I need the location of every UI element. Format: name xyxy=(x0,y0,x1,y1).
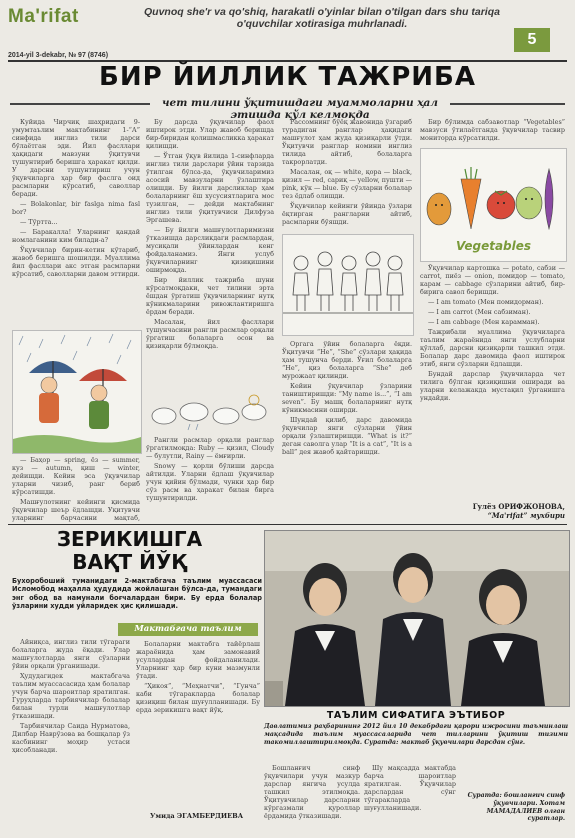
article1-signature-name: Гулёз ОРИФЖОНОВА, xyxy=(472,502,565,511)
paragraph: Ўқувчилар кейинги ўйинда ўзлари ёқтирган рангларни айтиб, расмларни бўяшди. xyxy=(282,202,412,226)
paragraph: — I am cabbage (Мен карамман). xyxy=(428,318,540,326)
paragraph: Оргага ўйин болаларга ёқди. Ўқитувчи “Не”, “She” сўзлари ҳақида ҳам тушунча берди. Ўғил болаларга “Не”, қиз болаларга “She” деб мурожаат қилинди. xyxy=(282,340,412,380)
paragraph: — Ўтган ўқув йилида 1-синфларда инглиз тили дарслари ўйин тарзида ўтилган бўлса-да, ўқувчиларимиз асосий мавзуларни ўзлаштира олишди. Бу йилги дарсликлар ҳам болаларнинг ёш хусусиятларига мос тузилган, — дейди мактабнинг инглиз тили ўқитувчиси Дилфуза Эргашева. xyxy=(146,152,274,224)
paragraph: Кейин ўқувчилар ўзларини таништиришди: “My name is...”, “I am seven”. Бу машқ болаларнинг нутқ кўникмасини оширди. xyxy=(282,382,412,414)
article1-headline: БИР ЙИЛЛИК ТАЖРИБА xyxy=(99,62,476,92)
article2-column-1 xyxy=(12,638,130,824)
article2-intro: Бухоробоший туманидаги 2-мактабгача таълим муассасаси Исломобод маҳалла ҳудудида жойлашган бўлса-да, тумандаги энг обод ва намунали боғчалардан бири. Бу ерда болалар ўзларини худди уйларидек ҳис қилишади. xyxy=(12,577,262,611)
issue-date: 2014-yil 3-dekabr, № 97 (8746) xyxy=(8,52,109,59)
students-photo-drawing xyxy=(265,531,569,706)
paragraph: Бир йиллик тажриба шуни кўрсатмоқдаки, чет тилини эрта ёшдан ўргатиш ўқувчиларнинг нутқ кўникмаларини ривожлантиришга ёрдам беради. xyxy=(146,276,274,316)
article2-headline-line2: ВАҚТ ЙЎҚ xyxy=(72,550,187,574)
sub-rule-right xyxy=(450,103,565,105)
paragraph: — I am carrot (Мен сабзиман). xyxy=(428,308,531,316)
article2-column-2 xyxy=(136,640,260,810)
vegetables-illustration xyxy=(420,148,567,262)
paragraph: — I am tomato (Мен помидорман). xyxy=(428,298,544,306)
article1-column-2 xyxy=(146,118,274,388)
paragraph: Тарбиячилар Саида Нурматова, Дилбар Наврўзова ва бошқалар ўз касбининг моҳир устаси ҳисобланади. xyxy=(12,722,130,754)
paragraph: Рангли расмлар орқали ранглар ўргатилмоқда: Ruby — қизил, Cloudy — булутли, Rainy — ёмғирли. xyxy=(146,436,274,460)
article2-author: Умида ЭГАМБЕРДИЕВА xyxy=(150,812,244,820)
page-number-badge: 5 xyxy=(514,28,550,52)
article1-signature-role: “Ma'rifat” мухбири xyxy=(487,511,565,520)
paragraph: Бундай дарслар ўқувчиларда чет тилига бўлган қизиқишни оширади ва уларни келажакда мустақил ўрганишга ундайди. xyxy=(420,370,565,402)
vegetables-label: Vegetables xyxy=(455,239,532,253)
photo-article-caption: Давлатимиз раҳбарининг 2012 йил 10 декабрдаги қарори ижросини таъминлаш мақсадида таълим муассасаларида чет тилларини ўқитиш тизими такомиллаштирилмоқда. Суратда: мактаб ўқувчилари дарсдан сўнг. xyxy=(264,723,568,746)
photo-article-title: ТАЪЛИМ СИФАТИГА ЭЪТИБОР xyxy=(326,710,506,721)
masthead xyxy=(0,0,575,60)
article2-rubric: Мактабгача таълим xyxy=(118,623,258,636)
article1-column-1 xyxy=(12,118,140,330)
paragraph: Шу мақсадда мактабда барча шароитлар яратилган. Ўқувчилар дарслардан сўнг тўгаракларда шуғулланишади. xyxy=(364,764,456,812)
paragraph: — Баракалла! Уларнинг қандай номлаганини ким билади-а? xyxy=(12,228,140,244)
paragraph: Масалан, йил фасллари тушунчасини рангли расмлар орқали ўргатиш болаларга осон ва қизиқарли бўлмоқда. xyxy=(146,318,274,350)
weather-clouds-illustration xyxy=(150,390,268,432)
paragraph: — Bolakonlar, bir faslga nima fasl bor? xyxy=(12,200,140,216)
students-photo xyxy=(264,530,570,707)
article1-column-4b xyxy=(420,264,565,500)
paragraph: “Ҳикоя”, “Меҳнатчи”, “Гунча” каби тўгаракларда болалар қизиқиш билан шуғулланишади. Бу ерда зерикишга вақт йўқ. xyxy=(136,682,260,714)
rain-children-drawing xyxy=(13,331,141,453)
paragraph: Шундай қилиб, дарс давомида ўқувчилар янги сўзларни ўйин орқали ўзлаштиришди. “What is it?” деган саволга улар “It is a cat”, “It is a ball” дея жавоб қайтаришди. xyxy=(282,416,412,456)
article1-column-3 xyxy=(282,118,412,232)
paragraph: Ўқувчилар картошка — potato, сабзи — carrot, пиёз — onion, помидор — tomato, карам — cabbage сўзларини айтиб, бир-бирига савол беришди. xyxy=(420,264,565,296)
photo-article-column-1 xyxy=(264,764,360,830)
paragraph: — Баҳор — spring, ёз — summer, куз — autumn, қиш — winter, дейишди. Кейин эса ўқувчилар уларни чизиб, ранг бериб кўрсатишди. xyxy=(12,456,140,496)
paragraph: Рассомнинг бўёқ жавонида ўзгариб турадиган ранглар ҳақидаги машғулот ҳам жуда қизиқарли ўтди. Ўқитувчи ранглар номини инглиз тилида айтиб, болаларга такрорлатди. xyxy=(282,118,412,166)
photo-credit: Суратда: бошланғич синф ўқувчилари. Хотам МАМАДАЛИЕВ олган суратлар. xyxy=(467,792,565,823)
paragraph: Бир бўлимда сабзавотлар “Vegetables” мавзуси ўтилаётганда ўқувчилар тасвир мониторда кўрсатилди. xyxy=(420,118,565,142)
article1-column-3b xyxy=(282,340,412,522)
article2-headline-line1: ЗЕРИКИШГА xyxy=(56,527,203,551)
article1-column-1b xyxy=(12,456,140,522)
article1-subheadline-row xyxy=(10,97,565,121)
sub-rule-left xyxy=(10,103,150,105)
paragraph: Тажрибали муаллима ўқувчиларга таълим жараёнида янги услубларни қўллаб, дарсни қизиқарли ташкил этди. Болалар дарс давомида фаол иштирок этиб, янги сўзларни ёдлашди. xyxy=(420,328,565,368)
paragraph: — Тўртта... xyxy=(20,218,58,226)
masthead-slogan: Quvnoq she'r va qo'shiq, harakatli o'yinlar bilan o'tilgan dars shu tariqa o'quvchilar xotirasiga muhrlanadi. xyxy=(144,6,500,30)
section-divider xyxy=(8,524,567,525)
paragraph: Болаларни мактабга тайёрлаш жараёнида ҳам замонавий усуллардан фойдаланилади. Уларнинг ҳар бир куни мазмунли ўтади. xyxy=(136,640,260,680)
paragraph: Куйида Чирчиқ шаҳридаги 9-умумтаълим мактабининг 1-“А” синфида инглиз тили дарси бўлаётган эди. Йил фасллари ҳақидаги мавзуни ўқитувчи тушунтириб беришга ҳаракат қилди. У дарсни тушунтириш учун ўқувчиларга ҳар бир фаслга оид расмларни кўрсатиб, саволлар беради. xyxy=(12,118,140,198)
children-group-illustration xyxy=(282,234,414,336)
paragraph: — Бу йилги машғулотларимизни ўтказишда дарсликдаги расмлардан, мусиқали ўйинлардан кенг фойдаланамиз. Янги услуб ўқувчиларнинг қизиқишини оширмоқда. xyxy=(146,226,274,274)
vegetables-drawing xyxy=(421,149,566,241)
paragraph: Айниқса, инглиз тили тўгараги болаларга жуда ёқади. Улар машғулотларда янги сўзларни ўйин орқали ўрганишади. xyxy=(12,638,130,670)
article1-column-4 xyxy=(420,118,565,146)
paragraph: Бошланғич синф ўқувчилари учун мазкур дарслар янгича усулда ташкил этилмоқда. Ўқитувчилар дарсларни кўргазмали қуроллар ёрдамида ўтказишади. xyxy=(264,764,360,820)
rain-illustration xyxy=(12,330,142,454)
newspaper-logo: Ma'rifat xyxy=(8,6,79,27)
article2-headline xyxy=(12,528,247,574)
paragraph: Ўқувчилар бирин-кетин кўтариб, жавоб беришга шошилди. Муаллима йил фасллари акс этган расмларни кўрсатиб, саволларни давом эттирди. xyxy=(12,246,140,278)
article1-column-2b xyxy=(146,436,274,522)
children-line-drawing xyxy=(283,235,413,335)
article1-subheadline: чет тилини ўқитишдаги муаммоларни ҳал этишда қўл келмоқда xyxy=(162,97,438,121)
paragraph: Ҳудудагидек мактабгача таълим муассасасида ҳам болалар учун барча шароитлар яратилган. Гуруҳларда тарбиячилар болалар билан турли машғулотлар ўтказишади. xyxy=(12,672,130,720)
paragraph: Snowy — қорли бўлиши дарсда айтилди. Уларни ёдлаш ўқувчилар учун қийин бўлмади, чунки ҳар бир сўз расм ва ҳаракат билан бирга тушунтирилди. xyxy=(146,462,274,502)
clouds-drawing xyxy=(150,390,268,432)
paragraph: Масалан, оқ — white, қора — black, қизил — red, сариқ — yellow, пушти — pink, кўк — blue. Бу сўзларни болалар тез ёдлаб олишди. xyxy=(282,168,412,200)
paragraph: Машғулотнинг кейинги қисмида ўқувчилар шеър ёдлашди. Уқитувчи уларнинг барчасини мақтаб, xyxy=(12,498,140,522)
photo-article-column-2 xyxy=(364,764,456,830)
paragraph: Бу дарсда ўқувчилар фаол иштирок этди. Улар жавоб беришда бир-биридан қолишмасликка ҳаракат қилишди. xyxy=(146,118,274,150)
